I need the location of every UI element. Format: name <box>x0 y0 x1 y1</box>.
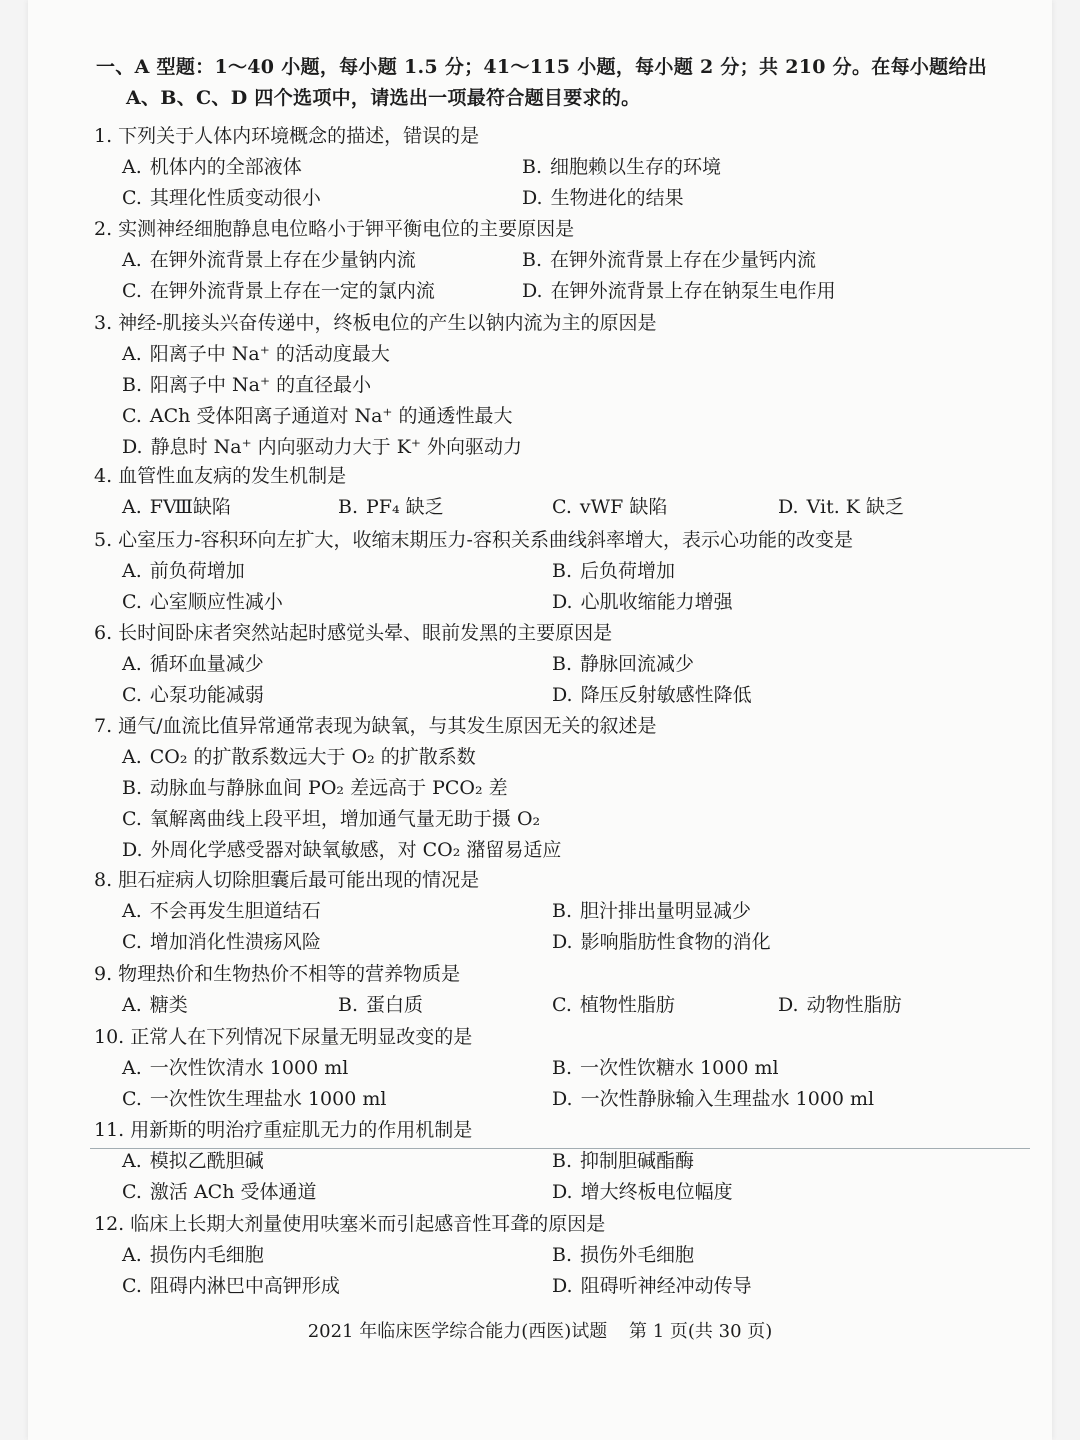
option-letter: A. <box>122 249 142 271</box>
option-text: PF₄ 缺乏 <box>366 496 444 518</box>
option-text: 前负荷增加 <box>149 560 245 582</box>
question-number: 12. <box>94 1213 125 1235</box>
option-letter: C. <box>122 808 142 830</box>
option-text: 在钾外流背景上存在少量钙内流 <box>550 249 817 271</box>
question-stem <box>94 1117 472 1143</box>
option-letter: C. <box>122 187 142 209</box>
question-stem <box>94 867 479 893</box>
answer-option <box>122 558 245 584</box>
answer-option <box>122 154 302 180</box>
question-text: 正常人在下列情况下尿量无明显改变的是 <box>130 1026 473 1048</box>
option-text: 心泵功能减弱 <box>149 684 264 706</box>
answer-option <box>778 494 904 520</box>
question-number: 9. <box>94 963 113 985</box>
answer-option <box>122 403 513 429</box>
answer-option <box>122 185 321 211</box>
option-text: 胆汁排出量明显减少 <box>580 900 752 922</box>
answer-option <box>552 494 667 520</box>
option-text: CO₂ 的扩散系数远大于 O₂ 的扩散系数 <box>149 746 476 768</box>
option-text: 动脉血与静脉血间 PO₂ 差远高于 PCO₂ 差 <box>150 777 508 799</box>
option-letter: B. <box>552 1057 573 1079</box>
answer-option <box>552 1273 752 1299</box>
option-text: 氧解离曲线上段平坦，增加通气量无助于摄 O₂ <box>149 808 541 830</box>
option-text: 其理化性质变动很小 <box>149 187 321 209</box>
question-text: 临床上长期大剂量使用呋塞米而引起感音性耳聋的原因是 <box>130 1213 606 1235</box>
question-text: 长时间卧床者突然站起时感觉头晕、眼前发黑的主要原因是 <box>118 622 613 644</box>
answer-option <box>338 494 444 520</box>
answer-option <box>122 1148 264 1174</box>
option-text: 影响脂肪性食物的消化 <box>580 931 771 953</box>
option-letter: B. <box>338 994 359 1016</box>
question-text: 用新斯的明治疗重症肌无力的作用机制是 <box>130 1119 473 1141</box>
answer-option <box>552 1179 733 1205</box>
option-letter: B. <box>552 1244 573 1266</box>
option-letter: C. <box>122 1275 142 1297</box>
footer-page-number: 第 1 页(共 30 页) <box>629 1321 773 1342</box>
question-number: 2. <box>94 218 113 240</box>
answer-option <box>522 278 836 304</box>
answer-option <box>122 992 188 1018</box>
option-text: 抑制胆碱酯酶 <box>580 1150 695 1172</box>
option-letter: B. <box>552 1150 573 1172</box>
option-letter: A. <box>122 900 142 922</box>
option-text: 动物性脂肪 <box>806 994 902 1016</box>
answer-option <box>122 247 416 273</box>
option-text: Vit. K 缺乏 <box>806 496 905 518</box>
question-number: 8. <box>94 869 113 891</box>
option-letter: A. <box>122 1244 142 1266</box>
option-letter: C. <box>122 1181 142 1203</box>
option-letter: B. <box>552 560 573 582</box>
answer-option <box>552 1148 694 1174</box>
section-header-line2: A、B、C、D 四个选项中，请选出一项最符合题目要求的。 <box>126 87 641 109</box>
option-letter: A. <box>122 156 142 178</box>
answer-option <box>552 992 675 1018</box>
option-letter: C. <box>122 931 142 953</box>
question-text: 实测神经细胞静息电位略小于钾平衡电位的主要原因是 <box>118 218 575 240</box>
option-letter: C. <box>122 684 142 706</box>
answer-option <box>122 1179 316 1205</box>
option-text: 机体内的全部液体 <box>149 156 302 178</box>
answer-option <box>122 341 390 367</box>
question-text: 胆石症病人切除胆囊后最可能出现的情况是 <box>118 869 480 891</box>
option-letter: D. <box>522 187 543 209</box>
option-letter: D. <box>552 1181 573 1203</box>
option-text: ACh 受体阳离子通道对 Na⁺ 的通透性最大 <box>149 405 513 427</box>
question-stem <box>94 1211 605 1237</box>
option-letter: D. <box>778 496 799 518</box>
option-text: 在钾外流背景上存在钠泵生电作用 <box>550 280 836 302</box>
question-number: 3. <box>94 312 113 334</box>
option-letter: B. <box>522 156 543 178</box>
answer-option <box>338 992 423 1018</box>
answer-option <box>122 372 371 398</box>
answer-option <box>122 1086 386 1112</box>
question-number: 7. <box>94 715 113 737</box>
divider-line <box>90 1148 1030 1149</box>
option-text: 糖类 <box>149 994 188 1016</box>
answer-option <box>552 558 675 584</box>
option-letter: D. <box>552 1088 573 1110</box>
option-text: 一次性饮糖水 1000 ml <box>580 1057 779 1079</box>
question-stem <box>94 620 612 646</box>
answer-option <box>122 494 231 520</box>
option-text: 心室顺应性减小 <box>149 591 283 613</box>
question-number: 1. <box>94 125 113 147</box>
question-text: 下列关于人体内环境概念的描述，错误的是 <box>118 125 480 147</box>
option-text: 激活 ACh 受体通道 <box>149 1181 317 1203</box>
question-stem <box>94 123 479 149</box>
option-letter: D. <box>122 436 143 458</box>
answer-option <box>122 929 321 955</box>
answer-option <box>122 898 321 924</box>
question-stem <box>94 1024 472 1050</box>
option-letter: C. <box>552 496 572 518</box>
question-text: 物理热价和生物热价不相等的营养物质是 <box>118 963 461 985</box>
answer-option <box>122 775 508 801</box>
option-letter: C. <box>552 994 572 1016</box>
question-stem <box>94 216 574 242</box>
question-number: 5. <box>94 529 113 551</box>
answer-option <box>122 837 561 863</box>
answer-option <box>552 1242 694 1268</box>
question-text: 通气/血流比值异常通常表现为缺氧，与其发生原因无关的叙述是 <box>118 715 657 737</box>
option-text: 模拟乙酰胆碱 <box>149 1150 264 1172</box>
option-text: 静脉回流减少 <box>580 653 695 675</box>
option-text: 损伤外毛细胞 <box>580 1244 695 1266</box>
option-letter: C. <box>122 280 142 302</box>
section-header-line1: 一、A 型题：1～40 小题，每小题 1.5 分；41～115 小题，每小题 2 分；共 210 分。在每小题给出 <box>96 56 988 78</box>
option-text: 增加消化性溃疡风险 <box>149 931 321 953</box>
option-text: 一次性饮生理盐水 1000 ml <box>149 1088 387 1110</box>
question-stem <box>94 463 346 489</box>
option-letter: A. <box>122 653 142 675</box>
answer-option <box>778 992 902 1018</box>
option-text: 生物进化的结果 <box>550 187 684 209</box>
option-text: 损伤内毛细胞 <box>149 1244 264 1266</box>
option-text: 增大终板电位幅度 <box>580 1181 733 1203</box>
answer-option <box>552 1086 874 1112</box>
option-text: vWF 缺陷 <box>579 496 668 518</box>
option-text: 不会再发生胆道结石 <box>149 900 321 922</box>
question-number: 6. <box>94 622 113 644</box>
option-letter: B. <box>338 496 359 518</box>
option-text: 心肌收缩能力增强 <box>580 591 733 613</box>
question-text: 神经-肌接头兴奋传递中，终板电位的产生以钠内流为主的原因是 <box>118 312 657 334</box>
page-footer <box>0 1320 1080 1344</box>
answer-option <box>122 806 540 832</box>
answer-option <box>122 278 435 304</box>
option-letter: D. <box>552 591 573 613</box>
option-letter: A. <box>122 1057 142 1079</box>
answer-option <box>522 154 721 180</box>
question-stem <box>94 961 460 987</box>
option-letter: D. <box>552 931 573 953</box>
option-letter: A. <box>122 1150 142 1172</box>
question-text: 血管性血友病的发生机制是 <box>118 465 347 487</box>
question-number: 4. <box>94 465 113 487</box>
option-letter: D. <box>522 280 543 302</box>
question-number: 10. <box>94 1026 125 1048</box>
answer-option <box>122 1055 348 1081</box>
option-text: 一次性饮清水 1000 ml <box>149 1057 349 1079</box>
option-text: 阻碍内淋巴中高钾形成 <box>149 1275 340 1297</box>
option-text: 静息时 Na⁺ 内向驱动力大于 K⁺ 外向驱动力 <box>150 436 522 458</box>
option-text: 细胞赖以生存的环境 <box>550 156 722 178</box>
option-letter: B. <box>552 653 573 675</box>
answer-option <box>122 682 264 708</box>
answer-option <box>522 247 816 273</box>
option-letter: C. <box>122 1088 142 1110</box>
question-stem <box>94 713 657 739</box>
answer-option <box>552 589 733 615</box>
option-text: 阳离子中 Na⁺ 的直径最小 <box>150 374 372 396</box>
option-text: 循环血量减少 <box>149 653 264 675</box>
option-text: 一次性静脉输入生理盐水 1000 ml <box>580 1088 875 1110</box>
answer-option <box>122 589 283 615</box>
answer-option <box>552 1055 779 1081</box>
option-letter: A. <box>122 994 142 1016</box>
answer-option <box>552 682 752 708</box>
option-text: 阻碍听神经冲动传导 <box>580 1275 752 1297</box>
question-stem <box>94 310 657 336</box>
option-letter: B. <box>552 900 573 922</box>
option-letter: B. <box>522 249 543 271</box>
option-letter: C. <box>122 405 142 427</box>
option-letter: A. <box>122 343 142 365</box>
option-text: FⅧ缺陷 <box>149 496 231 518</box>
answer-option <box>552 651 694 677</box>
option-text: 外周化学感受器对缺氧敏感，对 CO₂ 潴留易适应 <box>150 839 562 861</box>
option-text: 蛋白质 <box>366 994 424 1016</box>
question-stem <box>94 527 853 553</box>
option-text: 植物性脂肪 <box>579 994 675 1016</box>
option-letter: B. <box>122 374 143 396</box>
option-letter: A. <box>122 746 142 768</box>
option-text: 在钾外流背景上存在少量钠内流 <box>149 249 416 271</box>
option-text: 在钾外流背景上存在一定的氯内流 <box>149 280 435 302</box>
question-number: 11. <box>94 1119 125 1141</box>
option-letter: A. <box>122 560 142 582</box>
option-letter: D. <box>778 994 799 1016</box>
footer-exam-title: 2021 年临床医学综合能力(西医)试题 <box>307 1321 608 1342</box>
option-letter: B. <box>122 777 143 799</box>
option-letter: D. <box>122 839 143 861</box>
option-letter: A. <box>122 496 142 518</box>
answer-option <box>122 434 522 460</box>
option-text: 后负荷增加 <box>580 560 676 582</box>
option-letter: D. <box>552 1275 573 1297</box>
option-text: 阳离子中 Na⁺ 的活动度最大 <box>149 343 390 365</box>
answer-option <box>552 898 751 924</box>
answer-option <box>552 929 771 955</box>
question-text: 心室压力-容积环向左扩大，收缩末期压力-容积关系曲线斜率增大，表示心功能的改变是 <box>118 529 853 551</box>
answer-option <box>122 651 264 677</box>
answer-option <box>122 1273 340 1299</box>
answer-option <box>122 1242 264 1268</box>
option-letter: D. <box>552 684 573 706</box>
option-letter: C. <box>122 591 142 613</box>
answer-option <box>522 185 684 211</box>
answer-option <box>122 744 476 770</box>
option-text: 降压反射敏感性降低 <box>580 684 752 706</box>
